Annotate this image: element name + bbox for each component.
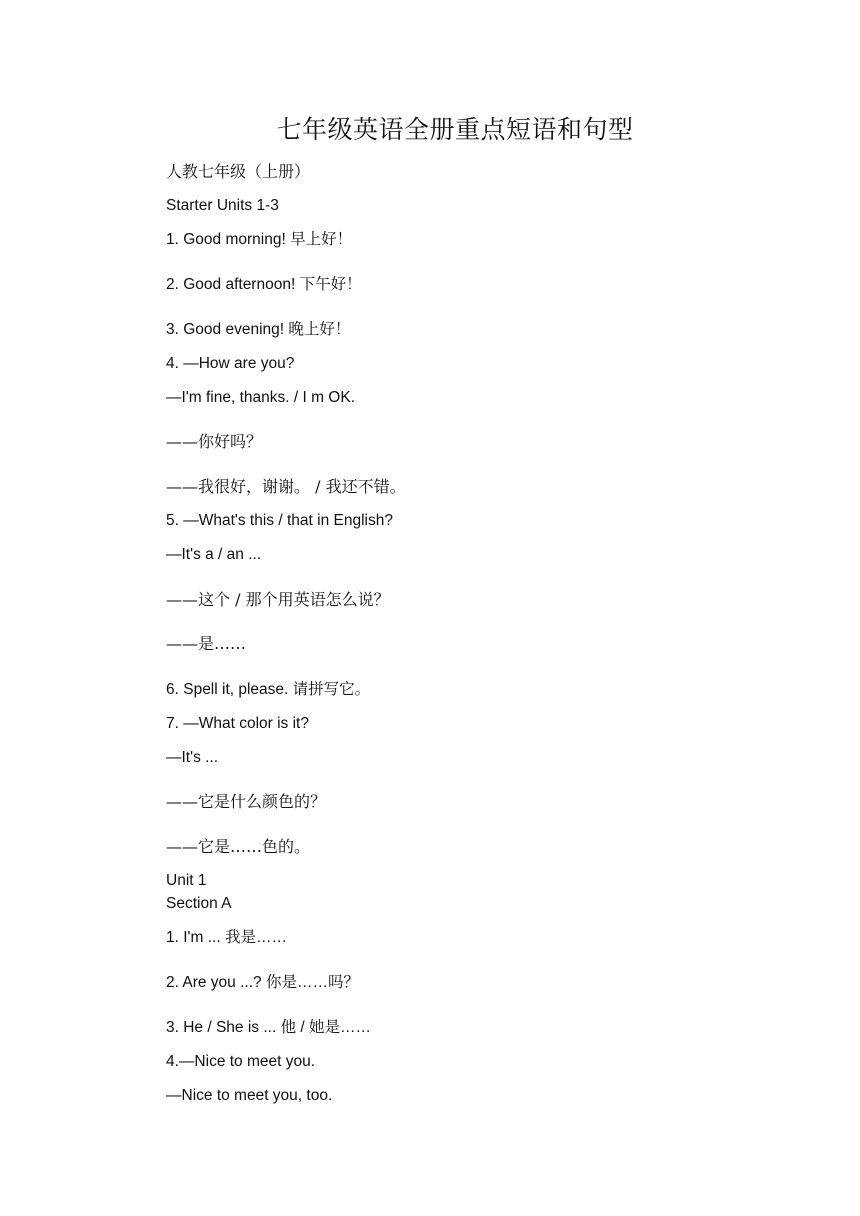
item-are-you: 2. Are you ...? 你是……吗？ xyxy=(166,974,359,991)
subtitle-textbook: 人教七年级（上册） xyxy=(166,162,311,181)
item-what-color: 7. —What color is it? xyxy=(166,715,309,732)
document-title: 七年级英语全册重点短语和句型 xyxy=(276,115,634,144)
heading-starter-units: Starter Units 1-3 xyxy=(166,197,279,214)
item-what-color-cn: ——它是什么颜色的？ xyxy=(166,792,327,811)
item-whats-this: 5. —What's this / that in English? xyxy=(166,512,393,529)
item-whats-this-cn: ——这个 / 那个用英语怎么说？ xyxy=(166,590,390,609)
item-good-afternoon: 2. Good afternoon! 下午好！ xyxy=(166,276,362,293)
item-fine-thanks-cn: ——我很好，谢谢。 / 我还不错。 xyxy=(166,477,406,496)
item-good-morning: 1. Good morning! 早上好！ xyxy=(166,231,353,248)
item-its-color-cn: ——它是……色的。 xyxy=(166,837,311,856)
heading-unit-1: Unit 1 xyxy=(166,872,207,889)
item-im: 1. I'm ... 我是…… xyxy=(166,929,287,946)
item-its-a-an-cn: ——是…… xyxy=(166,634,247,653)
item-spell-it: 6. Spell it, please. 请拼写它。 xyxy=(166,681,371,698)
item-its: —It's ... xyxy=(166,749,219,766)
item-nice-to-meet-you: 4.—Nice to meet you. xyxy=(166,1053,316,1070)
item-good-evening: 3. Good evening! 晚上好！ xyxy=(166,321,351,338)
item-he-she-is: 3. He / She is ... 他 / 她是…… xyxy=(166,1019,371,1036)
item-nice-to-meet-you-too: —Nice to meet you, too. xyxy=(166,1087,333,1104)
item-fine-thanks: —I'm fine, thanks. / I m OK. xyxy=(166,389,356,406)
heading-section-a: Section A xyxy=(166,895,232,912)
item-its-a-an: —It's a / an ... xyxy=(166,546,262,563)
item-how-are-you: 4. —How are you? xyxy=(166,355,295,372)
item-how-are-you-cn: ——你好吗？ xyxy=(166,432,263,451)
